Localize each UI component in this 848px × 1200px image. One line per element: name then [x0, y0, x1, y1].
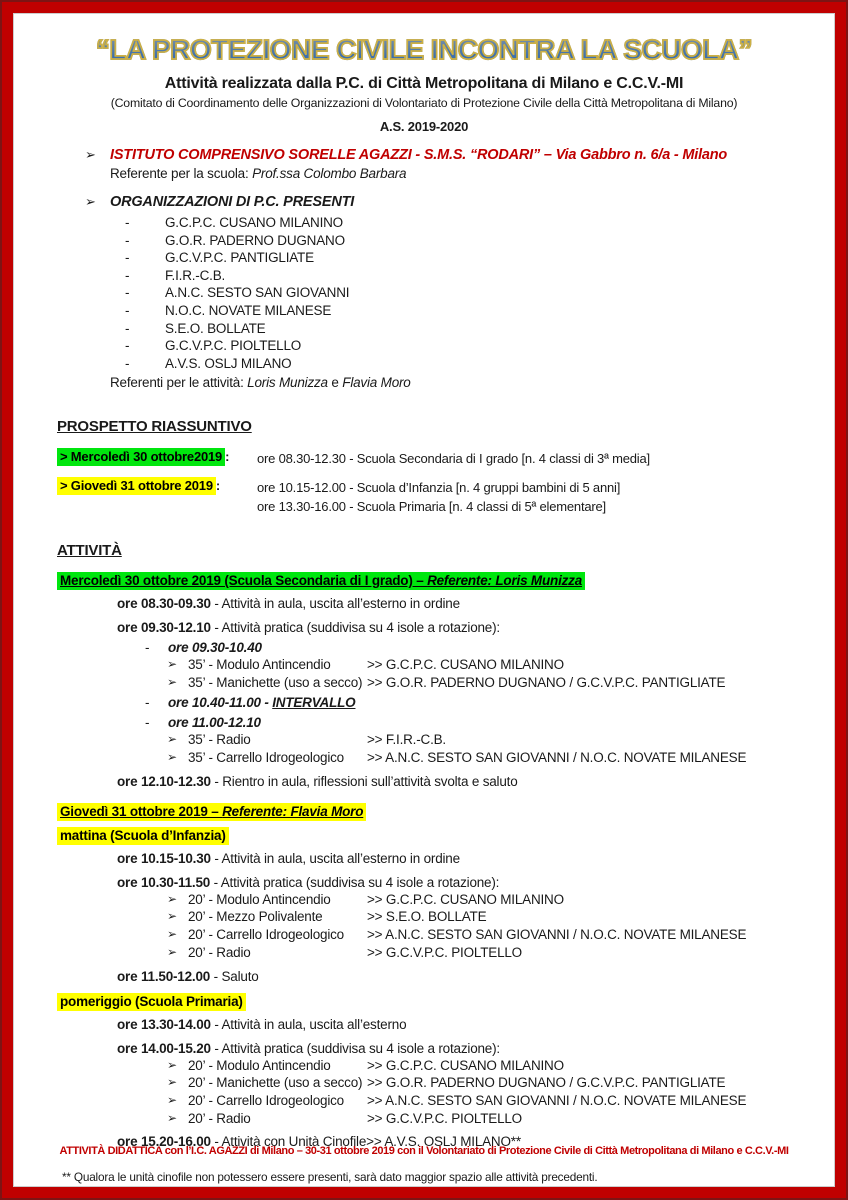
header-referente: Referente: Flavia Moro	[222, 803, 364, 819]
arrow-bullet-icon: ➢	[167, 750, 177, 765]
time-row	[57, 620, 791, 636]
prospetto-row-thursday	[57, 478, 791, 516]
school-referente-label: Referente per la scuola:	[110, 166, 253, 181]
time-range: ore 09.30-12.10	[117, 619, 211, 635]
activity-row	[57, 749, 791, 767]
morning-subheader	[57, 828, 791, 843]
header-referente: Referente: Loris Munizza	[427, 572, 583, 588]
activity-label: 35’ - Carrello Idrogeologico	[188, 750, 344, 766]
referente-1: Loris Munizza	[247, 375, 328, 391]
time-slot	[57, 639, 791, 656]
time-range: ore 10.15-10.30	[117, 850, 211, 866]
activity-org: >> A.N.C. SESTO SAN GIOVANNI / N.O.C. NOVATE MILANESE	[367, 750, 747, 766]
school-block	[110, 147, 727, 181]
red-border-frame	[2, 2, 846, 1198]
arrow-bullet-icon: ➢	[167, 891, 177, 906]
time-range: ore 10.30-11.50	[117, 874, 211, 890]
school-name: ISTITUTO COMPRENSIVO SORELLE AGAZZI - S.M.S. “RODARI” – Via Gabbro n. 6/a - Milano	[110, 147, 728, 163]
header-main: Giovedì 31 ottobre 2019 –	[60, 803, 223, 819]
day-schedule	[257, 478, 620, 516]
thursday-header	[57, 804, 791, 819]
footer-note: ATTIVITÀ DIDATTICA con l’I.C. AGAZZI di Milano – 30-31 ottobre 2019 con il Volontariato di Protezione Civile di Città Metropolitana di Milano e C.C.V.-MI	[59, 1145, 789, 1157]
dash-bullet-icon: -	[125, 267, 130, 283]
wednesday-header	[57, 573, 791, 588]
highlighted-header	[57, 803, 366, 821]
activity-label: 35’ - Manichette (uso a secco)	[188, 674, 363, 690]
activity-row	[57, 926, 791, 944]
activity-row	[57, 1110, 791, 1128]
organizations-section	[57, 194, 791, 210]
activity-label: 20’ - Carrello Idrogeologico	[188, 927, 344, 943]
arrow-bullet-icon: ➢	[167, 1075, 177, 1090]
arrow-bullet-icon: ➢	[167, 1092, 177, 1107]
organization-name: G.C.P.C. CUSANO MILANINO	[165, 215, 343, 230]
arrow-bullet-icon: ➢	[167, 944, 177, 959]
day-schedule	[257, 449, 650, 468]
time-activity: - Attività pratica (suddivisa su 4 isole a rotazione):	[210, 619, 500, 635]
time-range: ore 12.10-12.30	[117, 773, 211, 789]
activity-label: 20’ - Mezzo Polivalente	[188, 909, 323, 925]
activity-org: >> A.N.C. SESTO SAN GIOVANNI / N.O.C. NOVATE MILANESE	[367, 1092, 747, 1108]
slot-time: ore 11.00-12.10	[168, 715, 261, 731]
list-item	[125, 284, 791, 302]
activity-label: 20’ - Carrello Idrogeologico	[188, 1092, 344, 1108]
activity-org: >> G.C.P.C. CUSANO MILANINO	[367, 891, 564, 907]
time-activity: - Attività in aula, uscita all’esterno in ordine	[210, 595, 460, 611]
arrow-bullet-icon: ➢	[167, 656, 177, 671]
dash-bullet-icon: -	[125, 338, 130, 354]
activity-org: >> G.O.R. PADERNO DUGNANO / G.C.V.P.C. PANTIGLIATE	[367, 674, 726, 690]
activity-label: 20’ - Modulo Antincendio	[188, 1057, 331, 1073]
time-activity: - Attività con Unità Cinofile	[210, 1134, 367, 1150]
activity-row	[57, 1057, 791, 1075]
activity-row	[57, 1074, 791, 1092]
organization-name: A.N.C. SESTO SAN GIOVANNI	[165, 285, 350, 301]
time-range: ore 14.00-15.20	[117, 1040, 211, 1056]
time-row	[57, 596, 791, 612]
activity-org: >> G.C.V.P.C. PIOLTELLO	[367, 1110, 522, 1126]
inner-hairline-frame	[13, 13, 835, 1187]
header-text	[60, 573, 582, 588]
list-item	[125, 355, 791, 373]
organizations-list	[57, 214, 791, 372]
time-range: ore 15.20-16.00	[117, 1134, 211, 1150]
activity-org: >> F.I.R.-C.B.	[367, 732, 446, 748]
school-section	[57, 147, 791, 181]
time-activity: - Attività pratica (suddivisa su 4 isole a rotazione):	[210, 1040, 500, 1056]
organization-name: N.O.C. NOVATE MILANESE	[165, 302, 332, 318]
activity-org: >> G.C.P.C. CUSANO MILANINO	[367, 1057, 564, 1073]
dash-bullet-icon: -	[125, 215, 130, 230]
schedule-line: ore 08.30-12.30 - Scuola Secondaria di I grado [n. 4 classi di 3ª media]	[257, 450, 650, 466]
activity-row	[57, 1092, 791, 1110]
colon: :	[225, 448, 230, 464]
list-item	[125, 320, 791, 338]
time-row	[57, 774, 791, 790]
activity-org: >> A.N.C. SESTO SAN GIOVANNI / N.O.C. NOVATE MILANESE	[367, 927, 747, 943]
page-title: “LA PROTEZIONE CIVILE INCONTRA LA SCUOLA”	[57, 34, 791, 66]
dash-bullet-icon: -	[125, 250, 130, 266]
activity-label: 35’ - Modulo Antincendio	[188, 656, 331, 672]
activity-label: 20’ - Modulo Antincendio	[188, 891, 331, 907]
time-range: ore 11.50-12.00	[117, 968, 211, 984]
arrow-bullet-icon: ➢	[85, 147, 96, 162]
time-range: ore 08.30-09.30	[117, 595, 211, 611]
arrow-bullet-icon: ➢	[167, 909, 177, 924]
time-row	[57, 851, 791, 867]
activity-org: >> A.V.S. OSLJ MILANO**	[366, 1134, 521, 1150]
list-item	[125, 232, 791, 250]
organization-name: F.I.R.-C.B.	[165, 267, 226, 283]
page-content	[14, 14, 834, 1186]
organizations-heading: ORGANIZZAZIONI DI P.C. PRESENTI	[110, 194, 355, 210]
prospetto-row-wednesday	[57, 449, 791, 468]
afternoon-subheader	[57, 994, 791, 1009]
organization-name: G.O.R. PADERNO DUGNANO	[165, 232, 345, 248]
highlighted-subheader: pomeriggio (Scuola Primaria)	[57, 993, 246, 1011]
time-activity: - Attività in aula, uscita all’esterno	[210, 1016, 407, 1032]
activity-label: 35’ - Radio	[188, 732, 251, 748]
activity-label: 20’ - Radio	[188, 944, 251, 960]
list-item	[125, 337, 791, 355]
arrow-bullet-icon: ➢	[167, 1057, 177, 1072]
school-referente	[110, 166, 727, 181]
referenti-label: Referenti per le attività:	[110, 375, 248, 391]
slot-time	[168, 694, 355, 711]
attivita-heading: ATTIVITÀ	[57, 541, 122, 559]
time-row	[57, 1017, 791, 1033]
organization-name: A.V.S. OSLJ MILANO	[165, 355, 292, 371]
activity-row	[57, 908, 791, 926]
header-main: Mercoledì 30 ottobre 2019 (Scuola Secondaria di I grado) –	[60, 572, 428, 588]
dash-bullet-icon: -	[125, 320, 130, 336]
list-item	[125, 214, 791, 232]
highlighted-day: > Giovedì 31 ottobre 2019	[57, 477, 216, 495]
dash-bullet-icon: -	[145, 695, 150, 711]
list-item	[125, 267, 791, 285]
colon: :	[215, 477, 221, 493]
time-range: ore 13.30-14.00	[117, 1016, 211, 1032]
day-label	[57, 478, 257, 516]
organization-name: S.E.O. BOLLATE	[165, 320, 266, 336]
dash-bullet-icon: -	[145, 715, 150, 731]
dash-bullet-icon: -	[125, 355, 130, 371]
arrow-bullet-icon: ➢	[167, 674, 177, 689]
slot-time-text: ore 10.40-11.00 -	[168, 695, 273, 711]
time-activity: - Attività in aula, uscita all’esterno in ordine	[210, 850, 460, 866]
organization-name: G.C.V.P.C. PIOLTELLO	[165, 338, 302, 354]
time-row	[57, 969, 791, 985]
time-slot	[57, 714, 791, 731]
highlighted-header	[57, 572, 585, 590]
dash-bullet-icon: -	[125, 302, 130, 318]
time-slot	[57, 694, 791, 711]
dash-bullet-icon: -	[125, 285, 130, 301]
intervallo-label: INTERVALLO	[272, 695, 356, 711]
day-label	[57, 449, 257, 468]
header-text	[60, 804, 363, 819]
dash-bullet-icon: -	[145, 639, 150, 655]
time-activity: - Attività pratica (suddivisa su 4 isole a rotazione):	[210, 874, 500, 890]
dash-bullet-icon: -	[125, 232, 130, 248]
organization-name: G.C.V.P.C. PANTIGLIATE	[165, 250, 314, 266]
schedule-line: ore 10.15-12.00 - Scuola d’Infanzia [n. 4 gruppi bambini di 5 anni]	[257, 479, 621, 495]
activity-row	[57, 656, 791, 674]
conjunction: e	[327, 375, 343, 391]
committee-note: (Comitato di Coordinamento delle Organizzazioni di Volontariato di Protezione Civile della Città Metropolitana di Milano)	[110, 96, 738, 110]
activity-org: >> G.C.V.P.C. PIOLTELLO	[367, 944, 522, 960]
arrow-bullet-icon: ➢	[167, 732, 177, 747]
prospetto-heading: PROSPETTO RIASSUNTIVO	[57, 417, 252, 435]
school-referente-name: Prof.ssa Colombo Barbara	[252, 166, 407, 181]
schedule-line: ore 13.30-16.00 - Scuola Primaria [n. 4 classi di 5ª elementare]	[257, 498, 606, 514]
footnote: ** Qualora le unità cinofile non potessero essere presenti, sarà dato maggior spazio alle attività precedenti.	[62, 1170, 598, 1185]
arrow-bullet-icon: ➢	[167, 927, 177, 942]
activity-row	[57, 944, 791, 962]
arrow-bullet-icon: ➢	[167, 1110, 177, 1125]
activity-org: >> G.O.R. PADERNO DUGNANO / G.C.V.P.C. PANTIGLIATE	[367, 1075, 726, 1091]
activity-org: >> S.E.O. BOLLATE	[367, 909, 487, 925]
activity-row	[57, 891, 791, 909]
activity-org: >> G.C.P.C. CUSANO MILANINO	[367, 656, 564, 672]
time-row	[57, 1041, 791, 1057]
activity-row	[57, 674, 791, 692]
time-row	[57, 875, 791, 891]
activity-referenti	[57, 374, 791, 392]
activity-label: 20’ - Radio	[188, 1110, 251, 1126]
time-activity: - Saluto	[210, 968, 259, 984]
time-activity: - Rientro in aula, riflessioni sull’attività svolta e saluto	[210, 773, 518, 789]
referente-2: Flavia Moro	[342, 375, 411, 391]
activity-label: 20’ - Manichette (uso a secco)	[188, 1075, 363, 1091]
highlighted-day: > Mercoledì 30 ottobre2019	[57, 448, 225, 466]
activity-row	[57, 731, 791, 749]
arrow-bullet-icon: ➢	[85, 194, 96, 209]
list-item	[125, 302, 791, 320]
list-item	[125, 249, 791, 267]
page-subtitle: Attività realizzata dalla P.C. di Città Metropolitana di Milano e C.C.V.-MI	[164, 75, 684, 92]
slot-time: ore 09.30-10.40	[168, 639, 262, 655]
highlighted-subheader: mattina (Scuola d’Infanzia)	[57, 827, 229, 845]
school-year: A.S. 2019-2020	[379, 119, 469, 134]
